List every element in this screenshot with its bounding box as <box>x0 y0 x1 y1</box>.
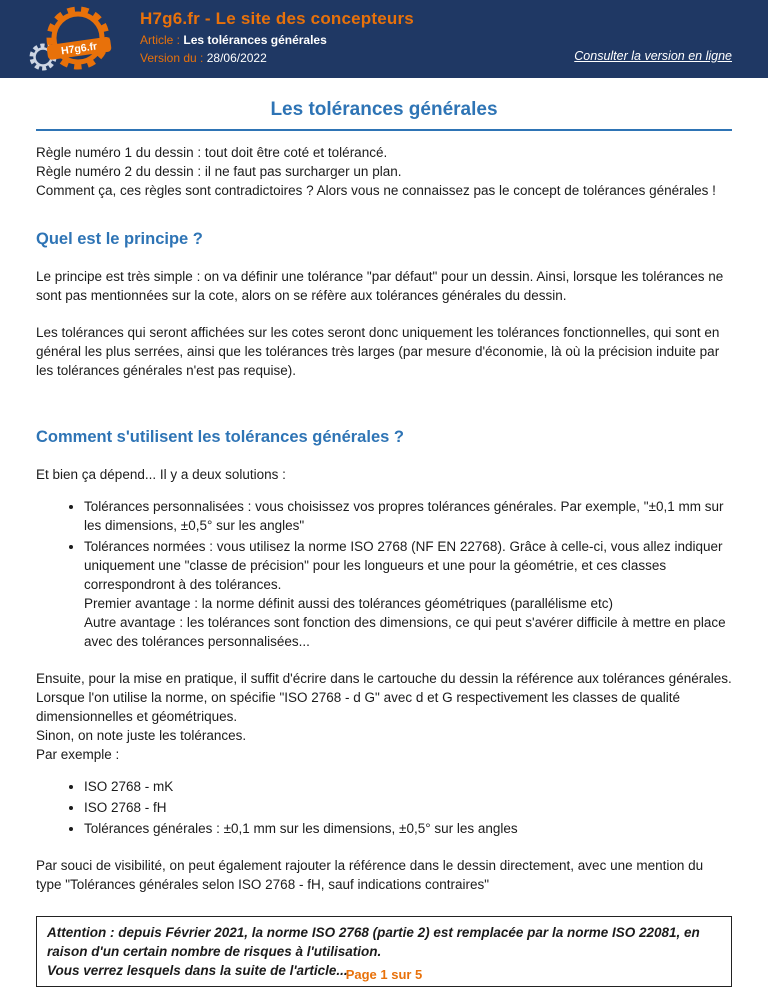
section-heading-principle: Quel est le principe ? <box>36 230 203 248</box>
principle-paragraph-1: Le principe est très simple : on va définir une tolérance "par défaut" pour un dessin. Ainsi, lorsque les tolérances ne sont pas mentionnées sur la cote, alors on se réfère aux tolérances générales du dessin. <box>36 269 724 303</box>
document-content <box>0 78 768 987</box>
list-item <box>84 537 732 651</box>
logo-text: H7g6.fr <box>60 40 98 58</box>
practice-line-3: Par exemple : <box>36 747 120 762</box>
article-label: Article : <box>140 33 181 47</box>
usage-intro: Et bien ça dépend... Il y a deux solutions : <box>36 467 286 482</box>
warning-line-1: Attention : depuis Février 2021, la norme ISO 2768 (partie 2) est remplacée par la norme ISO 22081, en raison d'un certain nombre de risques à l'utilisation. <box>47 925 700 959</box>
article-title: Les tolérances générales <box>183 33 327 47</box>
section-heading-usage: Comment s'utilisent les tolérances générales ? <box>36 428 404 446</box>
version-label: Version du : <box>140 51 204 65</box>
article-line <box>140 33 414 47</box>
page-number: Page 1 sur 5 <box>345 967 423 982</box>
header-bar <box>0 0 768 78</box>
bullet-standard-tolerances-1: • Tolérances normées : vous utilisez la norme ISO 2768 (NF EN 22768). Grâce à celle-ci, vous allez indiquer uniquement une "classe de précision" pour les longueurs et une pour la géométrie, et ces classes correspondront à des tolérances. <box>84 539 723 592</box>
version-date: 28/06/2022 <box>206 51 267 65</box>
intro-line-1: Règle numéro 1 du dessin : tout doit être coté et tolérancé. <box>36 145 388 160</box>
warning-line-2: Vous verrez lesquels dans la suite de l'article... <box>47 963 348 978</box>
site-title: H7g6.fr - Le site des concepteurs <box>140 9 414 28</box>
practice-paragraph <box>36 669 732 764</box>
intro-paragraph <box>36 143 732 200</box>
bullet-standard-tolerances-3: Autre avantage : les tolérances sont fonction des dimensions, ce qui peut s'avérer difficile à mettre en place avec des tolérances personnalisées... <box>84 615 726 649</box>
logo-gear-icon <box>22 4 128 74</box>
list-item <box>84 798 732 817</box>
bullet-standard-tolerances-2: Premier avantage : la norme définit aussi des tolérances géométriques (parallélisme etc) <box>84 596 614 611</box>
page-title: Les tolérances générales <box>270 99 498 120</box>
site-logo <box>22 4 128 74</box>
header-text-block <box>140 9 414 65</box>
version-line <box>140 51 414 65</box>
example-custom: • Tolérances générales : ±0,1 mm sur les dimensions, ±0,5° sur les angles <box>84 821 518 836</box>
intro-line-3: Comment ça, ces règles sont contradictoires ? Alors vous ne connaissez pas le concept de tolérances générales ! <box>36 183 716 198</box>
practice-line-2: Sinon, on note juste les tolérances. <box>36 728 247 743</box>
example-iso-mk: • ISO 2768 - mK <box>84 779 174 794</box>
title-divider <box>36 129 732 131</box>
intro-line-2: Règle numéro 2 du dessin : il ne faut pas surcharger un plan. <box>36 164 402 179</box>
list-item <box>84 497 732 535</box>
list-item <box>84 777 732 796</box>
online-version-link[interactable]: Consulter la version en ligne <box>574 49 732 63</box>
solutions-list <box>66 497 732 651</box>
practice-line-1: Ensuite, pour la mise en pratique, il suffit d'écrire dans le cartouche du dessin la référence aux tolérances générales. Lorsque l'on utilise la norme, on spécifie "ISO 2768 - d G" avec d et G respectivement les classes de qualité dimensionnelles et géométriques. <box>36 671 732 724</box>
principle-paragraph-2: Les tolérances qui seront affichées sur les cotes seront donc uniquement les tolérances fonctionnelles, qui sont en général les plus serrées, ainsi que les tolérances très larges (par mesure d'économie, là où la précision induite par les tolérances générales n'est pas requise). <box>36 325 720 378</box>
visibility-paragraph: Par souci de visibilité, on peut également rajouter la référence dans le dessin directement, avec une mention du type "Tolérances générales selon ISO 2768 - fH, sauf indications contraires" <box>36 858 704 892</box>
examples-list <box>66 777 732 838</box>
list-item <box>84 819 732 838</box>
bullet-custom-tolerances: • Tolérances personnalisées : vous choisissez vos propres tolérances générales. Par exemple, "±0,1 mm sur les dimensions, ±0,5° sur les angles" <box>84 499 724 533</box>
example-iso-fh: • ISO 2768 - fH <box>84 800 167 815</box>
